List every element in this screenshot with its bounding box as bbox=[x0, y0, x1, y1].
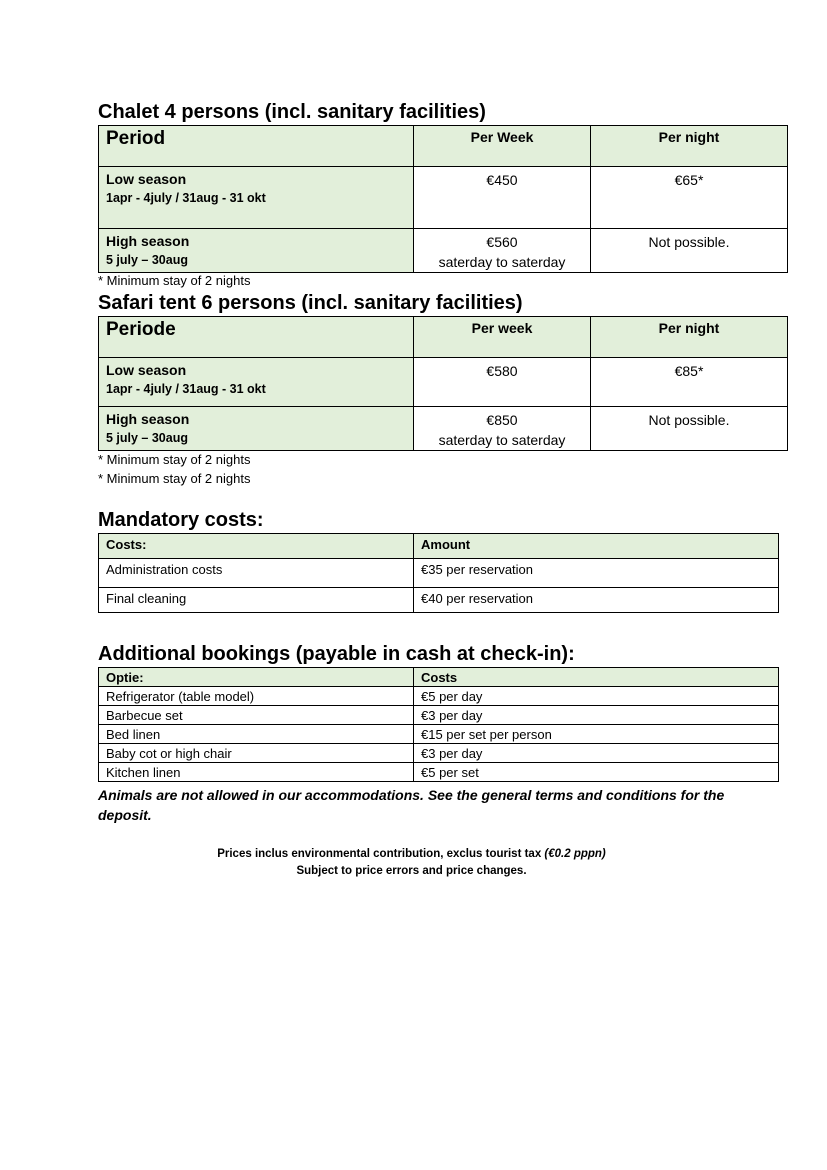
min-stay-note: * Minimum stay of 2 nights bbox=[98, 273, 251, 288]
table-row bbox=[99, 358, 788, 407]
season-cell bbox=[99, 229, 414, 273]
per-night-cell: €85* bbox=[591, 358, 788, 407]
option-cell: Bed linen bbox=[99, 725, 414, 744]
safari-price-table bbox=[98, 316, 788, 451]
min-stay-note: * Minimum stay of 2 nights bbox=[98, 452, 251, 467]
season-cell bbox=[99, 407, 414, 451]
per-night-header: Per night bbox=[591, 317, 788, 358]
table-header-row bbox=[99, 126, 788, 167]
amount-header: Amount bbox=[414, 534, 779, 559]
table-row bbox=[99, 763, 779, 782]
table-row bbox=[99, 687, 779, 706]
option-cell: Barbecue set bbox=[99, 706, 414, 725]
option-cost-cell: €5 per day bbox=[414, 687, 779, 706]
table-row bbox=[99, 559, 779, 588]
option-cost-cell: €15 per set per person bbox=[414, 725, 779, 744]
season-dates: 1apr - 4july / 31aug - 31 okt bbox=[106, 382, 266, 396]
table-row bbox=[99, 744, 779, 763]
season-dates: 1apr - 4july / 31aug - 31 okt bbox=[106, 191, 266, 205]
season-label: Low season bbox=[106, 171, 187, 187]
costs-header: Costs bbox=[414, 668, 779, 687]
cost-amount-cell: €40 per reservation bbox=[414, 588, 779, 613]
season-cell bbox=[99, 167, 414, 229]
footer-prices-note: Prices inclus environmental contribution, exclus tourist tax (€0.2 pppn) bbox=[217, 848, 606, 860]
cost-item-cell: Final cleaning bbox=[99, 588, 414, 613]
option-cell: Refrigerator (table model) bbox=[99, 687, 414, 706]
option-cell: Kitchen linen bbox=[99, 763, 414, 782]
table-row bbox=[99, 588, 779, 613]
mandatory-costs-table bbox=[98, 533, 779, 613]
table-row bbox=[99, 407, 788, 451]
table-header-row bbox=[99, 534, 779, 559]
table-header-row bbox=[99, 317, 788, 358]
option-cost-cell: €3 per day bbox=[414, 706, 779, 725]
per-week-cell: €560 saterday to saterday bbox=[414, 229, 591, 273]
season-dates: 5 july – 30aug bbox=[106, 253, 188, 267]
option-cost-cell: €3 per day bbox=[414, 744, 779, 763]
season-cell bbox=[99, 358, 414, 407]
season-label: Low season bbox=[106, 362, 187, 378]
per-week-cell: €580 bbox=[414, 358, 591, 407]
season-dates: 5 july – 30aug bbox=[106, 431, 188, 445]
additional-bookings-heading: Additional bookings (payable in cash at check-in): bbox=[98, 643, 575, 665]
chalet-heading: Chalet 4 persons (incl. sanitary facilities) bbox=[98, 101, 486, 123]
season-label: High season bbox=[106, 411, 190, 427]
table-row bbox=[99, 167, 788, 229]
per-week-cell: €850 saterday to saterday bbox=[414, 407, 591, 451]
option-header: Optie: bbox=[99, 668, 414, 687]
min-stay-note: * Minimum stay of 2 nights bbox=[98, 471, 251, 486]
chalet-price-table bbox=[98, 125, 788, 273]
cost-item-cell: Administration costs bbox=[99, 559, 414, 588]
table-row bbox=[99, 725, 779, 744]
period-header: Periode bbox=[99, 317, 414, 358]
cost-amount-cell: €35 per reservation bbox=[414, 559, 779, 588]
per-week-cell: €450 bbox=[414, 167, 591, 229]
mandatory-costs-heading: Mandatory costs: bbox=[98, 509, 264, 531]
option-cost-cell: €5 per set bbox=[414, 763, 779, 782]
table-header-row bbox=[99, 668, 779, 687]
per-night-cell: €65* bbox=[591, 167, 788, 229]
per-week-header: Per week bbox=[414, 317, 591, 358]
table-row bbox=[99, 706, 779, 725]
animals-policy-note: Animals are not allowed in our accommodations. See the general terms and conditions for the deposit. bbox=[98, 787, 725, 823]
additional-bookings-table bbox=[98, 667, 779, 782]
per-night-cell: Not possible. bbox=[591, 407, 788, 451]
period-header: Period bbox=[99, 126, 414, 167]
option-cell: Baby cot or high chair bbox=[99, 744, 414, 763]
per-week-header: Per Week bbox=[414, 126, 591, 167]
per-night-header: Per night bbox=[591, 126, 788, 167]
table-row bbox=[99, 229, 788, 273]
footer-disclaimer: Subject to price errors and price changes. bbox=[296, 865, 527, 877]
per-night-cell: Not possible. bbox=[591, 229, 788, 273]
safari-heading: Safari tent 6 persons (incl. sanitary facilities) bbox=[98, 292, 523, 314]
costs-header: Costs: bbox=[99, 534, 414, 559]
season-label: High season bbox=[106, 233, 190, 249]
